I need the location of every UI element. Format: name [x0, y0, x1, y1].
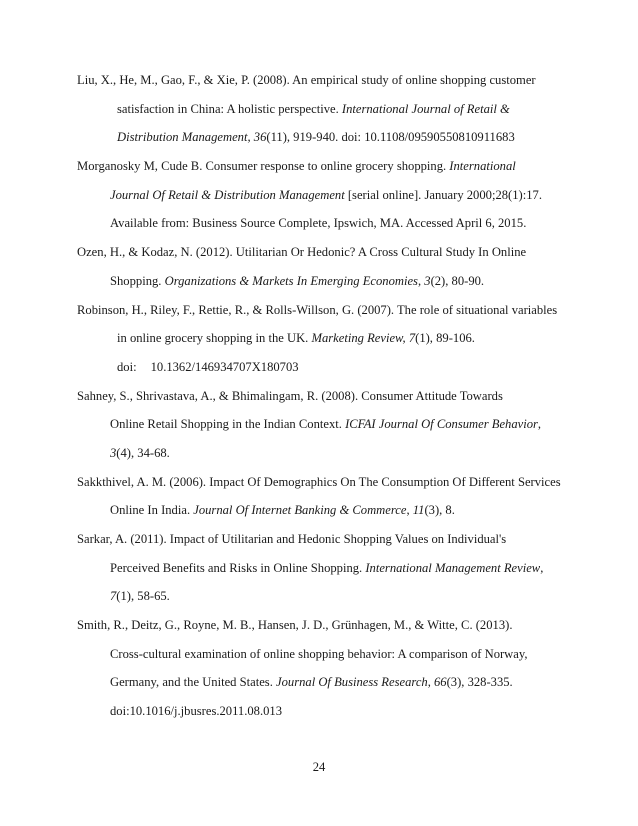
- italic-text: 3: [110, 445, 117, 460]
- italic-text: Journal Of Internet Banking & Commerce: [193, 503, 407, 518]
- reference-first-line: [77, 525, 577, 554]
- reference-text: 10.1362/146934707X180703: [150, 359, 299, 374]
- reference-text: doi:10.1016/j.jbusres.2011.08.013: [110, 704, 282, 719]
- reference-entry: [77, 382, 577, 468]
- reference-continuation-line: [77, 353, 577, 382]
- reference-text: Sakkthivel, A. M. (2006). Impact Of Demographics On The Consumption Of Different Services: [77, 474, 561, 489]
- reference-entry: [77, 296, 577, 382]
- reference-continuation-line: [77, 554, 577, 583]
- reference-entry: [77, 152, 577, 238]
- reference-text: (1), 58-65.: [116, 589, 170, 604]
- reference-text: Online In India.: [110, 503, 194, 518]
- reference-text: (3), 328-335.: [446, 675, 513, 690]
- reference-text: Cross-cultural examination of online shopping behavior: A comparison of Norway,: [110, 646, 528, 661]
- reference-text: (11), 919-940. doi: 10.1108/09590550810911683: [266, 130, 515, 145]
- reference-text: doi:: [117, 359, 137, 374]
- reference-continuation-line: [77, 668, 577, 697]
- reference-entry: [77, 525, 577, 611]
- reference-text: Sarkar, A. (2011). Impact of Utilitarian and Hedonic Shopping Values on Individual's: [77, 532, 507, 546]
- reference-text: ,: [540, 560, 544, 575]
- reference-text: (3), 8.: [424, 503, 455, 518]
- reference-text: (2), 80-90.: [430, 273, 485, 288]
- reference-continuation-line: [77, 496, 577, 525]
- reference-text: Ozen, H., & Kodaz, N. (2012). Utilitarian Or Hedonic? A Cross Cultural Study In Online: [77, 245, 527, 260]
- reference-first-line: [77, 296, 577, 325]
- reference-text: (1), 89-106.: [415, 331, 475, 346]
- reference-continuation-line: [77, 324, 577, 353]
- reference-text: ,: [406, 503, 413, 518]
- reference-first-line: [77, 66, 577, 95]
- reference-text: Available from: Business Source Complete, Ipswich, MA. Accessed April 6, 2015.: [110, 216, 527, 231]
- reference-first-line: [77, 152, 577, 181]
- italic-text: International: [449, 159, 516, 174]
- italic-text: Marketing Review, 7: [311, 331, 416, 346]
- reference-continuation-line: [77, 640, 577, 669]
- italic-text: Organizations & Markets In Emerging Economies: [164, 273, 418, 288]
- reference-text: Perceived Benefits and Risks in Online Shopping.: [110, 560, 366, 575]
- reference-text: ,: [427, 675, 434, 690]
- reference-text: Online Retail Shopping in the Indian Context.: [110, 417, 346, 432]
- reference-text: Robinson, H., Riley, F., Rettie, R., & Rolls-Willson, G. (2007). The role of situational variables: [77, 302, 558, 317]
- reference-continuation-line: [77, 95, 577, 124]
- reference-continuation-line: [77, 439, 577, 468]
- reference-first-line: [77, 611, 577, 640]
- reference-continuation-line: [77, 181, 577, 210]
- reference-list: [77, 66, 577, 726]
- reference-continuation-line: [77, 697, 577, 726]
- reference-entry: [77, 468, 577, 525]
- italic-text: International Journal of Retail &: [341, 101, 510, 116]
- reference-continuation-line: [77, 209, 577, 238]
- reference-continuation-line: [77, 267, 577, 296]
- reference-text: ,: [537, 417, 542, 432]
- reference-text: [serial online]. January 2000;28(1):17.: [344, 187, 542, 202]
- reference-text: Smith, R., Deitz, G., Royne, M. B., Hansen, J. D., Grünhagen, M., & Witte, C. (2013).: [77, 618, 513, 633]
- reference-first-line: [77, 238, 577, 267]
- reference-text: (4), 34-68.: [116, 445, 170, 460]
- reference-text: satisfaction in China: A holistic perspective.: [117, 101, 342, 116]
- reference-text: Sahney, S., Shrivastava, A., & Bhimalingam, R. (2008). Consumer Attitude Towards: [77, 388, 503, 403]
- italic-text: 11: [412, 503, 425, 518]
- page-number: 24: [312, 760, 326, 774]
- reference-continuation-line: [77, 410, 577, 439]
- italic-text: 66: [434, 675, 447, 690]
- reference-text: Liu, X., He, M., Gao, F., & Xie, P. (2008). An empirical study of online shopping customer: [77, 73, 536, 87]
- reference-text: ,: [417, 273, 425, 288]
- reference-text: Morganosky M, Cude B. Consumer response to online grocery shopping.: [77, 159, 450, 174]
- italic-text: 7: [110, 589, 117, 604]
- reference-first-line: [77, 382, 577, 411]
- reference-text: Germany, and the United States.: [110, 675, 277, 690]
- reference-entry: [77, 238, 577, 295]
- italic-text: Journal Of Retail & Distribution Management: [110, 187, 345, 202]
- reference-entry: [77, 611, 577, 726]
- italic-text: International Management Review: [365, 560, 541, 575]
- reference-continuation-line: [77, 582, 577, 611]
- reference-first-line: [77, 468, 577, 497]
- italic-text: ICFAI Journal Of Consumer Behavior: [345, 417, 538, 432]
- italic-text: Journal Of Business Research: [276, 675, 428, 690]
- reference-entry: [77, 66, 577, 152]
- italic-text: 3: [424, 273, 431, 288]
- reference-continuation-line: [77, 123, 577, 152]
- reference-text: Shopping.: [110, 273, 165, 288]
- reference-text: in online grocery shopping in the UK.: [117, 331, 312, 346]
- italic-text: Distribution Management, 36: [117, 130, 267, 145]
